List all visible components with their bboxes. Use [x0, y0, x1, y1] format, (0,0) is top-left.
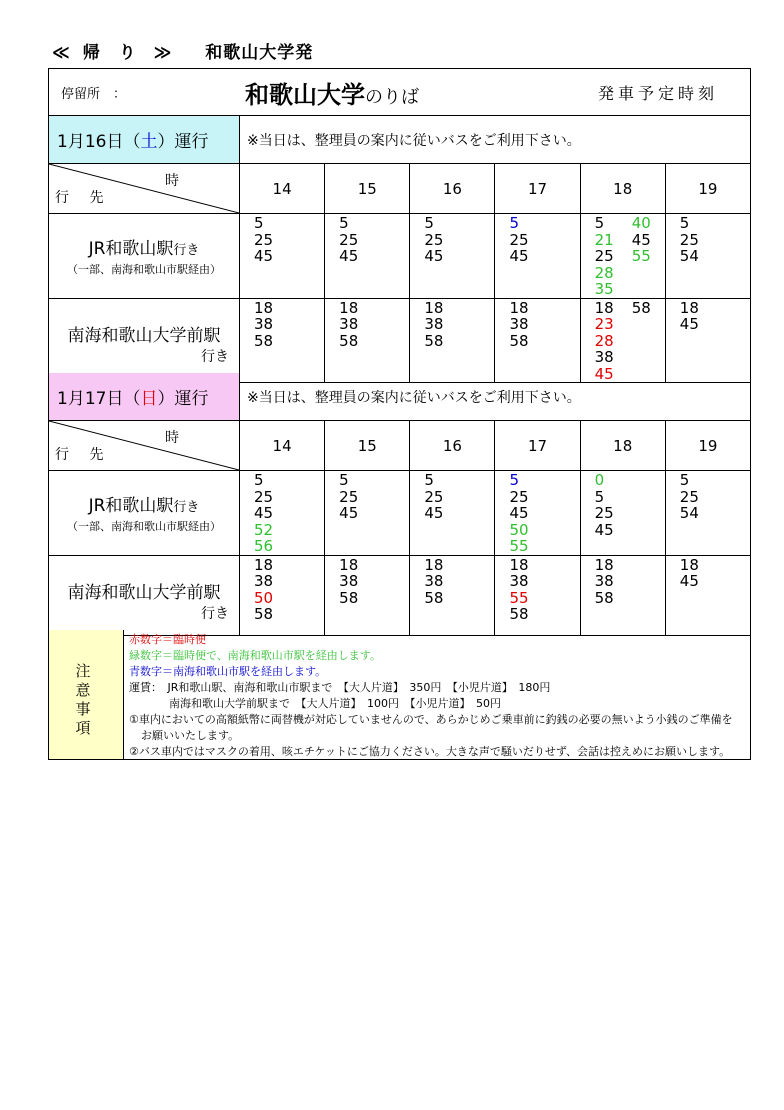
- minutes-cell: [240, 214, 325, 299]
- minutes-cell: [240, 298, 325, 383]
- minutes-cell: [665, 214, 750, 299]
- departure-minute: 5: [509, 471, 520, 489]
- departure-minute: 5: [339, 471, 349, 489]
- departure-minute: 38: [424, 572, 444, 590]
- day1-note: ※当日は、整理員の案内に従いバスをご利用下さい。: [247, 133, 581, 149]
- page-heading: [52, 38, 313, 63]
- departure-minute: 25: [594, 504, 614, 522]
- stop-info-box: [48, 68, 751, 116]
- departure-minute: 25: [424, 230, 444, 249]
- departure-minute: 38: [509, 315, 529, 333]
- hour-header: 16: [410, 421, 495, 471]
- departure-minute: 54: [679, 504, 699, 522]
- minutes-cell: [665, 555, 750, 635]
- departure-minute: 45: [254, 504, 274, 522]
- hour-header: 18: [580, 164, 665, 214]
- minutes-cell: [665, 298, 750, 383]
- hour-header: 15: [325, 164, 410, 214]
- hour-header: 18: [580, 421, 665, 471]
- departure-minute: 5: [679, 471, 690, 489]
- departure-minute: 5: [339, 214, 349, 232]
- departure-minute: 40: [631, 214, 651, 232]
- minutes-cell: [580, 555, 665, 635]
- departure-minute: 5: [679, 214, 690, 232]
- departure-minute: 23: [594, 315, 614, 333]
- departure-minute: 18: [509, 555, 529, 574]
- departure-minute: 25: [679, 487, 699, 506]
- departure-minute: 25: [254, 230, 274, 249]
- departure-minute: 28: [594, 263, 614, 282]
- departure-minute: 58: [509, 605, 529, 623]
- minutes-cell: [325, 471, 410, 556]
- day2-note: ※当日は、整理員の案内に従いバスをご利用下さい。: [247, 390, 581, 406]
- departure-minute: 38: [254, 572, 274, 590]
- minutes-cell: [495, 298, 580, 383]
- minutes-cell: [325, 555, 410, 635]
- departure-minute: 55: [509, 588, 529, 607]
- departure-minute: 25: [424, 487, 444, 506]
- day1-row: [48, 116, 751, 164]
- departure-minute: 55: [631, 247, 651, 265]
- departure-minute: 18: [424, 555, 444, 574]
- notes-side-label: 注意事項: [75, 662, 91, 737]
- day2-row: [48, 373, 751, 421]
- minutes-cell: [240, 555, 325, 635]
- departure-minute: 55: [509, 537, 529, 555]
- note-change-2: お願いいたします。: [141, 729, 240, 742]
- departure-minute: 58: [254, 605, 274, 623]
- notes-box: [48, 630, 751, 760]
- departure-minute: 56: [254, 537, 274, 555]
- day2-timetable: [48, 420, 751, 636]
- minutes-cell: [410, 471, 495, 556]
- departure-minute: 45: [679, 315, 699, 333]
- departure-minute: 18: [509, 298, 529, 317]
- minutes-cell: [495, 214, 580, 299]
- departure-minute: 18: [254, 555, 274, 574]
- minutes-cell: [240, 471, 325, 556]
- minutes-cell: [580, 471, 665, 556]
- note-red-legend: 赤数字＝臨時便: [129, 633, 206, 646]
- note-mask: ②バス車内ではマスクの着用、咳エチケットにご協力ください。大きな声で騒いだりせず、会話は控えめにお願いします。: [129, 745, 731, 758]
- destination-nankai: 南海和歌山大学前駅 行き: [49, 298, 240, 383]
- departure-minute: 58: [424, 331, 444, 350]
- departure-minute: 38: [254, 315, 274, 333]
- departure-minute: 18: [594, 555, 614, 574]
- minutes-cell: [410, 555, 495, 635]
- departure-minute: 18: [679, 555, 699, 574]
- day2-date: 1月17日（ 日 ）運行: [49, 373, 240, 420]
- table-header-corner: 時 行 先: [49, 164, 240, 214]
- departure-minute: 52: [254, 520, 274, 539]
- departure-minute: 0: [594, 471, 605, 489]
- departure-minute: 5: [254, 471, 264, 489]
- departure-minute: 25: [679, 230, 699, 249]
- notes-side: [49, 630, 124, 759]
- departure-minute: 45: [339, 247, 359, 265]
- schedule-label: 発車予定時刻: [597, 84, 718, 103]
- minutes-cell: [580, 214, 665, 299]
- heading-arrow-right: ≫: [153, 43, 178, 63]
- stop-label: 停留所 ：: [61, 87, 127, 102]
- departure-minute: 18: [594, 298, 614, 317]
- departure-minute: 18: [339, 555, 359, 574]
- departure-minute: 18: [339, 298, 359, 317]
- minutes-cell: [665, 471, 750, 556]
- departure-minute: 58: [594, 588, 614, 607]
- heading-arrow-left: ≪: [52, 43, 76, 63]
- departure-minute: 50: [509, 520, 529, 539]
- hour-header: 19: [665, 164, 750, 214]
- departure-minute: 58: [339, 588, 359, 607]
- departure-minute: 5: [594, 214, 605, 232]
- departure-minute: 45: [594, 364, 614, 383]
- departure-minute: 38: [339, 315, 359, 333]
- destination-jr: JR和歌山駅行き （一部、南海和歌山市駅経由）: [49, 471, 240, 556]
- departure-minute: 5: [424, 214, 434, 232]
- departure-minute: 5: [594, 487, 605, 506]
- departure-minute: 18: [254, 298, 274, 317]
- departure-minute: 58: [339, 331, 359, 350]
- departure-minute: 45: [339, 504, 359, 522]
- departure-minute: 25: [509, 487, 529, 506]
- departure-minute: 58: [424, 588, 444, 607]
- minutes-cell: [580, 298, 665, 383]
- departure-minute: 21: [594, 230, 614, 249]
- hour-header: 14: [240, 164, 325, 214]
- departure-minute: 35: [594, 280, 614, 298]
- departure-minute: 38: [424, 315, 444, 333]
- hour-header: 16: [410, 164, 495, 214]
- departure-minute: 25: [509, 230, 529, 249]
- departure-minute: 45: [424, 247, 444, 265]
- minutes-cell: [325, 214, 410, 299]
- minutes-cell: [410, 298, 495, 383]
- departure-minute: 5: [509, 214, 520, 232]
- departure-minute: 38: [594, 572, 614, 590]
- note-change-1: ①車内においての高額紙幣に両替機が対応していませんので、あらかじめご乗車前に釣銭の必要の無いよう小銭のご準備を: [129, 713, 733, 726]
- departure-minute: 45: [509, 504, 529, 522]
- table-header-corner: 時 行 先: [49, 421, 240, 471]
- departure-minute: 45: [509, 247, 529, 265]
- departure-minute: 25: [594, 247, 614, 265]
- departure-minute: 25: [339, 487, 359, 506]
- minutes-cell: [410, 214, 495, 299]
- destination-jr: JR和歌山駅行き （一部、南海和歌山市駅経由）: [49, 214, 240, 299]
- departure-minute: 18: [679, 298, 699, 317]
- departure-minute: 45: [254, 247, 274, 265]
- note-fare-2: 南海和歌山大学前駅まで 【大人片道】 100円 【小児片道】 50円: [169, 697, 501, 710]
- heading-title: 和歌山大学発: [205, 43, 314, 63]
- hour-header: 14: [240, 421, 325, 471]
- departure-minute: 45: [594, 520, 614, 539]
- minutes-cell: [495, 471, 580, 556]
- departure-minute: 54: [679, 247, 699, 265]
- departure-minute: 38: [594, 348, 614, 366]
- destination-nankai: 南海和歌山大学前駅 行き: [49, 555, 240, 635]
- day1-date: 1月16日（ 土 ）運行: [49, 116, 240, 163]
- departure-minute: 45: [679, 572, 699, 590]
- departure-minute: 45: [424, 504, 444, 522]
- departure-minute: 18: [424, 298, 444, 317]
- notes-body: [129, 632, 733, 760]
- hour-header: 17: [495, 164, 580, 214]
- minutes-cell: [495, 555, 580, 635]
- departure-minute: 38: [339, 572, 359, 590]
- departure-minute: 50: [254, 588, 274, 607]
- hour-header: 19: [665, 421, 750, 471]
- departure-minute: 25: [254, 487, 274, 506]
- departure-minute: 58: [631, 298, 651, 317]
- departure-minute: 38: [509, 572, 529, 590]
- minutes-cell: [325, 298, 410, 383]
- stop-name: 和歌山大学のりば: [245, 81, 419, 109]
- day1-timetable: [48, 163, 751, 383]
- hour-header: 15: [325, 421, 410, 471]
- departure-minute: 45: [631, 230, 651, 249]
- note-green-legend: 緑数字＝臨時便で、南海和歌山市駅を経由します。: [129, 649, 381, 662]
- note-fare-1: 運賃： JR和歌山駅、南海和歌山市駅まで 【大人片道】 350円 【小児片道】 180円: [129, 681, 551, 694]
- hour-header: 17: [495, 421, 580, 471]
- departure-minute: 28: [594, 331, 614, 350]
- departure-minute: 58: [254, 331, 274, 350]
- departure-minute: 5: [424, 471, 434, 489]
- departure-minute: 25: [339, 230, 359, 249]
- note-blue-legend: 青数字＝南海和歌山市駅を経由します。: [129, 665, 327, 678]
- departure-minute: 5: [254, 214, 264, 232]
- departure-minute: 58: [509, 331, 529, 350]
- heading-kaeri: 帰 り: [82, 43, 137, 63]
